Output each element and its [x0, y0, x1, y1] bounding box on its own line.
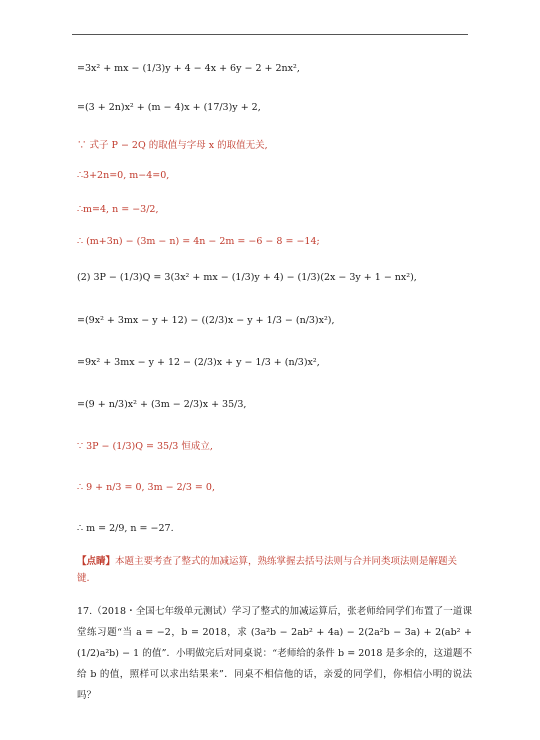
solution-line: ∴3+2n=0, m−4=0,: [77, 170, 170, 181]
solution-line: =(3 + 2n)x² + (m − 4)x + (17/3)y + 2,: [77, 102, 261, 113]
solution-line: ∴ (m+3n) − (3m − n) = 4n − 2m = −6 − 8 = −14;: [77, 236, 320, 247]
solution-line: =(9x² + 3mx − y + 12) − ((2/3)x − y + 1/3 − (n/3)x²),: [77, 315, 335, 326]
problem-17: 17.（2018・全国七年级单元测试）学习了整式的加减运算后，张老师给同学们布置了一道课堂练习题“当 a = −2，b = 2018，求 (3a²b − 2ab² + 4a) − 2(2a²b − 3a) + 2(ab² + (1/2)a²b) − 1 的值”．小明做完后对同桌说：“老师给的条件 b = 2018 是多余的，这道题不给 b 的值，照样可以求出结果来”．同桌不相信他的话，亲爱的同学们，你相信小明的说法吗？: [77, 606, 472, 701]
solution-line: =3x² + mx − (1/3)y + 4 − 4x + 6y − 2 + 2nx²,: [77, 63, 300, 74]
solution-line: ∵ 式子 P − 2Q 的取值与字母 x 的取值无关,: [77, 140, 268, 151]
header-rule: [72, 34, 468, 35]
note-text: 本题主要考查了整式的加减运算，熟练掌握去括号法则与合并同类项法则是解题关键.: [77, 556, 458, 584]
solution-line: ∴ m = 2/9, n = −27.: [77, 523, 174, 534]
solution-line: (2) 3P − (1/3)Q = 3(3x² + mx − (1/3)y + 4) − (1/3)(2x − 3y + 1 − nx²),: [77, 272, 417, 283]
solution-line: ∵ 3P − (1/3)Q = 35/3 恒成立,: [77, 441, 213, 452]
solution-line: =(9 + n/3)x² + (3m − 2/3)x + 35/3,: [77, 399, 247, 410]
key-point-note: [77, 553, 468, 587]
solution-line: ∴m=4, n = −3/2,: [77, 204, 159, 215]
solution-line: ∴ 9 + n/3 = 0, 3m − 2/3 = 0,: [77, 482, 215, 493]
note-label: 【点睛】: [77, 556, 116, 567]
solution-line: =9x² + 3mx − y + 12 − (2/3)x + y − 1/3 + (n/3)x²,: [77, 357, 320, 368]
